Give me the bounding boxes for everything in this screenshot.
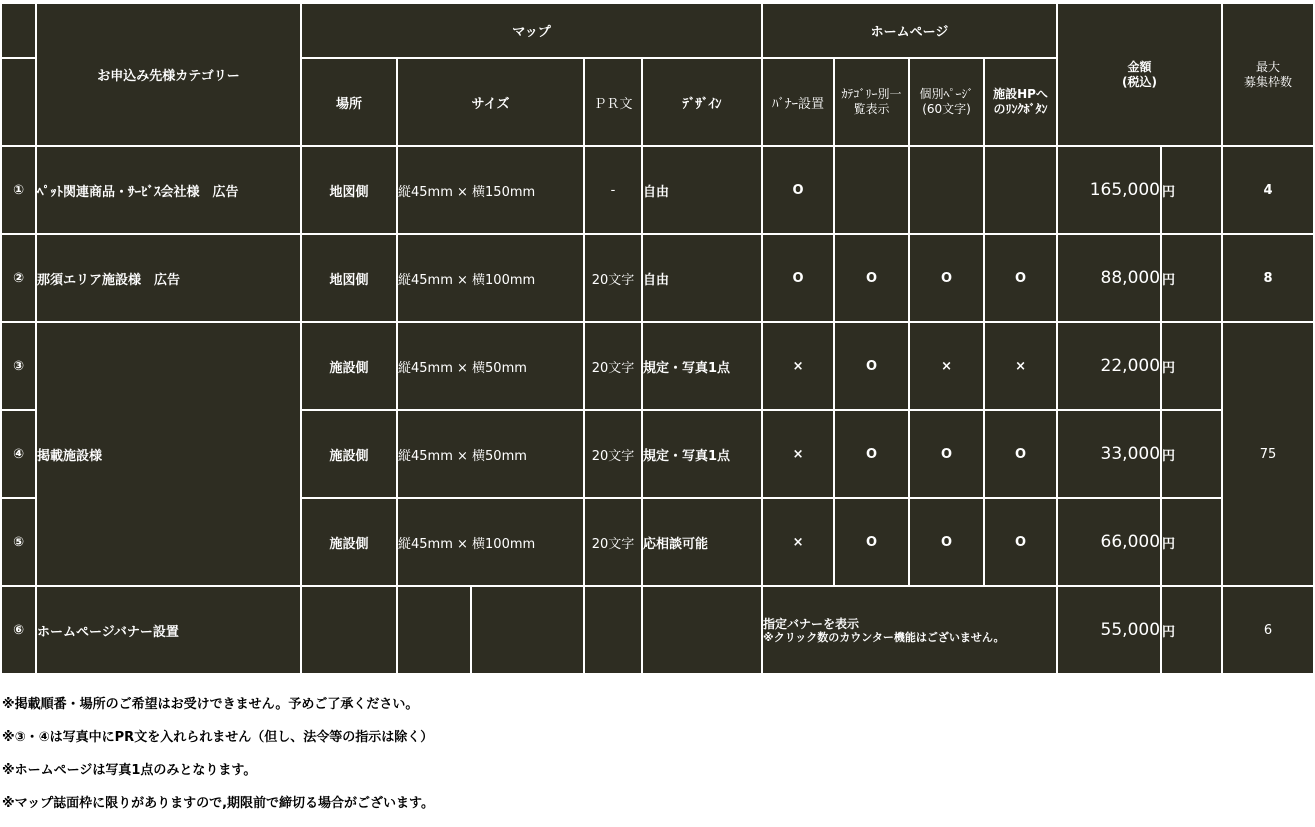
blank-cell <box>2 59 35 145</box>
header-pr: ＰＲ文 <box>585 59 641 145</box>
empty-cell <box>398 587 470 673</box>
header-map: マップ <box>302 4 761 57</box>
row-size: 縦45mm × 横50mm <box>398 323 583 409</box>
row-banner: O <box>763 235 833 321</box>
row-design: 応相談可能 <box>643 499 761 585</box>
table-row <box>2 147 1313 233</box>
note: ※③・④は写真中にPR文を入れられません（但し、法令等の指示は除く） <box>2 730 434 745</box>
row-number: ④ <box>2 411 35 497</box>
row-yen: 円 <box>1162 147 1221 233</box>
hp-note-line-1: 指定バナーを表示 <box>763 616 860 631</box>
row-category-list <box>835 147 908 233</box>
header-category: お申込み先様カテゴリー <box>37 4 300 145</box>
row-banner: O <box>763 147 833 233</box>
row-individual: × <box>910 323 983 409</box>
row-individual: O <box>910 235 983 321</box>
header-category-list: ｶﾃｺﾞﾘｰ別一 覧表示 <box>835 59 908 145</box>
header-location: 場所 <box>302 59 396 145</box>
row-category-list: O <box>835 235 908 321</box>
row-max: 4 <box>1223 147 1313 233</box>
row-price: 165,000 <box>1058 147 1160 233</box>
row-pr: - <box>585 147 641 233</box>
row-price: 55,000 <box>1058 587 1160 673</box>
row-pr: 20文字 <box>585 323 641 409</box>
row-size: 縦45mm × 横50mm <box>398 411 583 497</box>
table-row <box>2 587 1313 673</box>
row-link: × <box>985 323 1056 409</box>
header-design: ﾃﾞｻﾞｲﾝ <box>643 59 761 145</box>
row-yen: 円 <box>1162 587 1221 673</box>
row-design: 規定・写真1点 <box>643 323 761 409</box>
row-link: O <box>985 499 1056 585</box>
row-pr: 20文字 <box>585 235 641 321</box>
row-location: 施設側 <box>302 323 396 409</box>
table-row <box>2 323 1313 409</box>
row-price: 88,000 <box>1058 235 1160 321</box>
row-price: 66,000 <box>1058 499 1160 585</box>
row-location: 地図側 <box>302 147 396 233</box>
header-price: 金額 (税込) <box>1058 4 1221 145</box>
row-design: 規定・写真1点 <box>643 411 761 497</box>
row-hp-note <box>763 587 1056 673</box>
empty-cell <box>302 587 396 673</box>
row-price: 33,000 <box>1058 411 1160 497</box>
row-max: 75 <box>1223 323 1313 585</box>
row-category: ﾍﾟｯﾄ関連商品・ｻｰﾋﾞｽ会社様 広告 <box>37 147 300 233</box>
row-banner: × <box>763 411 833 497</box>
row-number: ⑥ <box>2 587 35 673</box>
header-individual-page: 個別ﾍﾟｰｼﾞ (60文字) <box>910 59 983 145</box>
row-number: ① <box>2 147 35 233</box>
empty-cell <box>643 587 761 673</box>
row-location: 施設側 <box>302 499 396 585</box>
notes <box>2 695 434 827</box>
empty-cell <box>585 587 641 673</box>
row-category: 那須エリア施設様 広告 <box>37 235 300 321</box>
header-max: 最大 募集枠数 <box>1223 4 1313 145</box>
row-pr: 20文字 <box>585 411 641 497</box>
row-location: 地図側 <box>302 235 396 321</box>
row-max: 6 <box>1223 587 1313 673</box>
row-size: 縦45mm × 横100mm <box>398 499 583 585</box>
row-individual: O <box>910 411 983 497</box>
row-link: O <box>985 411 1056 497</box>
row-category-list: O <box>835 499 908 585</box>
row-category: 掲載施設様 <box>37 323 300 585</box>
pricing-table <box>0 2 1315 675</box>
row-number: ③ <box>2 323 35 409</box>
header-link-button: 施設HPへ のﾘﾝｸﾎﾞﾀﾝ <box>985 59 1056 145</box>
note: ※掲載順番・場所のご希望はお受けできません。予めご了承ください。 <box>2 697 419 712</box>
row-individual: O <box>910 499 983 585</box>
row-size: 縦45mm × 横150mm <box>398 147 583 233</box>
row-number: ② <box>2 235 35 321</box>
row-price: 22,000 <box>1058 323 1160 409</box>
row-design: 自由 <box>643 235 761 321</box>
row-yen: 円 <box>1162 235 1221 321</box>
row-link <box>985 147 1056 233</box>
row-banner: × <box>763 323 833 409</box>
row-individual <box>910 147 983 233</box>
row-size: 縦45mm × 横100mm <box>398 235 583 321</box>
row-pr: 20文字 <box>585 499 641 585</box>
corner-cell <box>2 4 35 57</box>
row-location: 施設側 <box>302 411 396 497</box>
empty-cell <box>472 587 583 673</box>
row-link: O <box>985 235 1056 321</box>
header-size: サイズ <box>398 59 583 145</box>
note: ※ホームページは写真1点のみとなります。 <box>2 763 257 778</box>
row-yen: 円 <box>1162 499 1221 585</box>
row-category-list: O <box>835 323 908 409</box>
row-design: 自由 <box>643 147 761 233</box>
row-banner: × <box>763 499 833 585</box>
row-yen: 円 <box>1162 323 1221 409</box>
row-yen: 円 <box>1162 411 1221 497</box>
row-max: 8 <box>1223 235 1313 321</box>
table-row <box>2 235 1313 321</box>
hp-note-line-2: ※クリック数のカウンター機能はございません。 <box>763 630 1005 644</box>
header-homepage: ホームページ <box>763 4 1056 57</box>
row-category: ホームページバナー設置 <box>37 587 300 673</box>
header-banner: ﾊﾞﾅｰ設置 <box>763 59 833 145</box>
note: ※マップ誌面枠に限りがありますので,期限前で締切る場合がございます。 <box>2 796 435 811</box>
row-category-list: O <box>835 411 908 497</box>
row-number: ⑤ <box>2 499 35 585</box>
